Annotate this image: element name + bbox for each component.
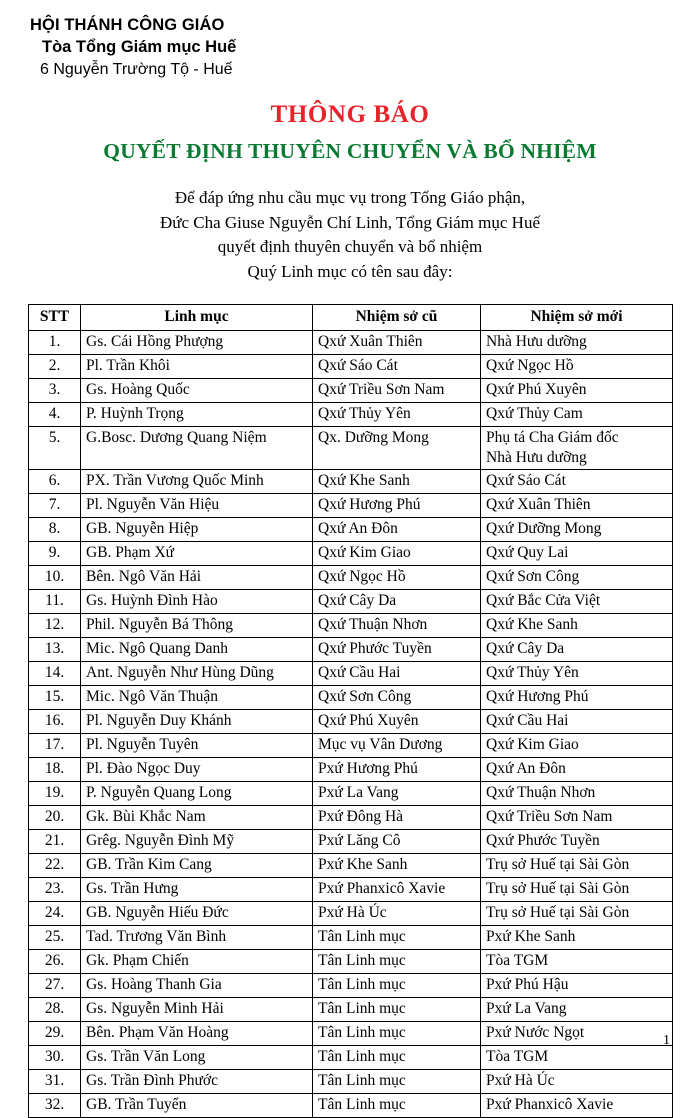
intro-line-1: Để đáp ứng nhu cầu mục vụ trong Tổng Giáo phận, xyxy=(174,187,526,207)
cell-priest: Pl. Nguyễn Duy Khánh xyxy=(81,710,313,734)
cell-priest: Pl. Đào Ngọc Duy xyxy=(81,758,313,782)
table-row xyxy=(29,331,673,355)
assignments-table-body xyxy=(29,331,673,1118)
cell-priest: Mic. Ngô Văn Thuận xyxy=(81,686,313,710)
column-header-priest: Linh mục xyxy=(81,305,313,331)
table-row xyxy=(29,427,673,470)
table-row xyxy=(29,686,673,710)
cell-new-post: Qxứ Kim Giao xyxy=(481,734,673,758)
cell-new-post: Qxứ Ngọc Hồ xyxy=(481,355,673,379)
cell-stt: 6. xyxy=(29,470,81,494)
table-row xyxy=(29,758,673,782)
cell-stt: 16. xyxy=(29,710,81,734)
table-row xyxy=(29,1022,673,1046)
table-row xyxy=(29,974,673,998)
table-row xyxy=(29,590,673,614)
table-row xyxy=(29,355,673,379)
cell-old-post: Pxứ Khe Sanh xyxy=(313,854,481,878)
cell-old-post: Qxứ Triều Sơn Nam xyxy=(313,379,481,403)
assignments-table xyxy=(28,304,673,1118)
cell-new-post: Qxứ Bắc Cửa Việt xyxy=(481,590,673,614)
cell-new-post: Trụ sở Huế tại Sài Gòn xyxy=(481,902,673,926)
cell-stt: 3. xyxy=(29,379,81,403)
table-row xyxy=(29,542,673,566)
cell-stt: 30. xyxy=(29,1046,81,1070)
cell-old-post: Pxứ La Vang xyxy=(313,782,481,806)
table-row xyxy=(29,998,673,1022)
cell-old-post: Qxứ Phú Xuyên xyxy=(313,710,481,734)
table-row xyxy=(29,403,673,427)
cell-priest: Bên. Ngô Văn Hải xyxy=(81,566,313,590)
cell-new-post: Qxứ Phước Tuyền xyxy=(481,830,673,854)
cell-priest: Pl. Nguyễn Tuyên xyxy=(81,734,313,758)
cell-old-post: Qxứ Khe Sanh xyxy=(313,470,481,494)
cell-priest: GB. Phạm Xứ xyxy=(81,542,313,566)
cell-new-post: Nhà Hưu dưỡng xyxy=(481,331,673,355)
cell-new-post: Qxứ Xuân Thiên xyxy=(481,494,673,518)
cell-new-post: Qxứ Thủy Cam xyxy=(481,403,673,427)
cell-new-post: Phụ tá Cha Giám đốc Nhà Hưu dưỡng xyxy=(481,427,673,470)
cell-priest: Bên. Phạm Văn Hoàng xyxy=(81,1022,313,1046)
document-title: THÔNG BÁO xyxy=(270,100,430,128)
cell-new-post: Trụ sở Huế tại Sài Gòn xyxy=(481,854,673,878)
cell-new-post: Pxứ Hà Úc xyxy=(481,1070,673,1094)
cell-priest: Tad. Trương Văn Bình xyxy=(81,926,313,950)
cell-priest: GB. Trần Tuyển xyxy=(81,1094,313,1118)
letterhead-office: Tòa Tổng Giám mục Huế xyxy=(42,38,237,57)
column-header-new-post: Nhiệm sở mới xyxy=(481,305,673,331)
cell-new-post: Qxứ Quy Lai xyxy=(481,542,673,566)
cell-priest: Gs. Trần Văn Long xyxy=(81,1046,313,1070)
cell-old-post: Qxứ Thuận Nhơn xyxy=(313,614,481,638)
page-number: 1 xyxy=(663,1033,670,1048)
table-row xyxy=(29,638,673,662)
cell-new-post: Qxứ Dưỡng Mong xyxy=(481,518,673,542)
cell-old-post: Qxứ Sơn Công xyxy=(313,686,481,710)
cell-old-post: Qxứ Sáo Cát xyxy=(313,355,481,379)
cell-new-post: Pxứ Phanxicô Xavie xyxy=(481,1094,673,1118)
cell-priest: Mic. Ngô Quang Danh xyxy=(81,638,313,662)
intro-line-4: Quý Linh mục có tên sau đây: xyxy=(247,261,453,281)
table-row xyxy=(29,734,673,758)
cell-priest: Grêg. Nguyễn Đình Mỹ xyxy=(81,830,313,854)
cell-old-post: Qx. Dưỡng Mong xyxy=(313,427,481,470)
cell-priest: Ant. Nguyễn Như Hùng Dũng xyxy=(81,662,313,686)
document-subtitle: QUYẾT ĐỊNH THUYÊN CHUYỂN VÀ BỔ NHIỆM xyxy=(103,138,597,163)
letterhead-organization: HỘI THÁNH CÔNG GIÁO xyxy=(30,16,225,34)
cell-old-post: Qxứ Phước Tuyền xyxy=(313,638,481,662)
cell-stt: 2. xyxy=(29,355,81,379)
cell-priest: Pl. Nguyễn Văn Hiệu xyxy=(81,494,313,518)
table-row xyxy=(29,806,673,830)
table-row xyxy=(29,518,673,542)
cell-old-post: Pxứ Lăng Cô xyxy=(313,830,481,854)
cell-priest: Gs. Trần Đình Phước xyxy=(81,1070,313,1094)
cell-stt: 31. xyxy=(29,1070,81,1094)
cell-old-post: Tân Linh mục xyxy=(313,926,481,950)
cell-old-post: Pxứ Hà Úc xyxy=(313,902,481,926)
cell-stt: 1. xyxy=(29,331,81,355)
cell-priest: Gk. Phạm Chiến xyxy=(81,950,313,974)
table-row xyxy=(29,926,673,950)
table-row xyxy=(29,494,673,518)
cell-stt: 7. xyxy=(29,494,81,518)
table-row xyxy=(29,878,673,902)
cell-stt: 28. xyxy=(29,998,81,1022)
table-row xyxy=(29,470,673,494)
letterhead xyxy=(30,14,672,81)
cell-stt: 5. xyxy=(29,427,81,470)
cell-stt: 4. xyxy=(29,403,81,427)
cell-stt: 24. xyxy=(29,902,81,926)
cell-new-post: Qxứ Phú Xuyên xyxy=(481,379,673,403)
cell-old-post: Qxứ Thủy Yên xyxy=(313,403,481,427)
cell-priest: GB. Nguyễn Hiệp xyxy=(81,518,313,542)
cell-stt: 10. xyxy=(29,566,81,590)
cell-old-post: Mục vụ Vân Dương xyxy=(313,734,481,758)
intro-line-3: quyết định thuyên chuyển và bổ nhiệm xyxy=(217,237,483,257)
cell-priest: Gs. Nguyễn Minh Hải xyxy=(81,998,313,1022)
cell-priest: Gs. Huỳnh Đình Hào xyxy=(81,590,313,614)
cell-new-post: Qxứ Cây Da xyxy=(481,638,673,662)
cell-new-post: Qxứ Triều Sơn Nam xyxy=(481,806,673,830)
cell-old-post: Qxứ Hương Phú xyxy=(313,494,481,518)
cell-priest: Gs. Cái Hồng Phượng xyxy=(81,331,313,355)
cell-stt: 19. xyxy=(29,782,81,806)
cell-old-post: Qxứ Kim Giao xyxy=(313,542,481,566)
cell-old-post: Tân Linh mục xyxy=(313,950,481,974)
table-row xyxy=(29,1070,673,1094)
table-row xyxy=(29,830,673,854)
cell-old-post: Qxứ Ngọc Hồ xyxy=(313,566,481,590)
cell-new-post: Pxứ Phú Hậu xyxy=(481,974,673,998)
table-row xyxy=(29,710,673,734)
cell-stt: 12. xyxy=(29,614,81,638)
cell-priest: GB. Trần Kim Cang xyxy=(81,854,313,878)
cell-stt: 23. xyxy=(29,878,81,902)
cell-old-post: Qxứ An Đôn xyxy=(313,518,481,542)
cell-new-post: Qxứ Thuận Nhơn xyxy=(481,782,673,806)
intro-paragraph xyxy=(28,186,672,285)
cell-old-post: Pxứ Phanxicô Xavie xyxy=(313,878,481,902)
cell-old-post: Qxứ Cây Da xyxy=(313,590,481,614)
table-row xyxy=(29,854,673,878)
cell-stt: 11. xyxy=(29,590,81,614)
cell-new-post: Qxứ Hương Phú xyxy=(481,686,673,710)
cell-old-post: Qxứ Cầu Hai xyxy=(313,662,481,686)
table-row xyxy=(29,1046,673,1070)
cell-new-post: Pxứ Nước Ngọt xyxy=(481,1022,673,1046)
table-row xyxy=(29,379,673,403)
cell-stt: 26. xyxy=(29,950,81,974)
cell-stt: 18. xyxy=(29,758,81,782)
column-header-stt: STT xyxy=(29,305,81,331)
table-row xyxy=(29,566,673,590)
cell-stt: 20. xyxy=(29,806,81,830)
cell-new-post: Qxứ Sáo Cát xyxy=(481,470,673,494)
cell-priest: Pl. Trần Khôi xyxy=(81,355,313,379)
cell-old-post: Qxứ Xuân Thiên xyxy=(313,331,481,355)
cell-new-post: Qxứ An Đôn xyxy=(481,758,673,782)
cell-priest: P. Nguyễn Quang Long xyxy=(81,782,313,806)
cell-stt: 22. xyxy=(29,854,81,878)
cell-stt: 8. xyxy=(29,518,81,542)
table-row xyxy=(29,614,673,638)
cell-stt: 21. xyxy=(29,830,81,854)
cell-old-post: Pxứ Đông Hà xyxy=(313,806,481,830)
cell-priest: Phil. Nguyễn Bá Thông xyxy=(81,614,313,638)
cell-priest: Gs. Hoàng Quốc xyxy=(81,379,313,403)
cell-stt: 29. xyxy=(29,1022,81,1046)
cell-old-post: Tân Linh mục xyxy=(313,974,481,998)
table-row xyxy=(29,782,673,806)
cell-stt: 15. xyxy=(29,686,81,710)
cell-stt: 9. xyxy=(29,542,81,566)
cell-stt: 25. xyxy=(29,926,81,950)
cell-new-post: Tòa TGM xyxy=(481,1046,673,1070)
cell-new-post: Pxứ La Vang xyxy=(481,998,673,1022)
table-row xyxy=(29,950,673,974)
intro-line-2: Đức Cha Giuse Nguyễn Chí Linh, Tổng Giám mục Huế xyxy=(159,212,540,232)
table-row xyxy=(29,902,673,926)
cell-old-post: Tân Linh mục xyxy=(313,1070,481,1094)
title-block xyxy=(28,101,672,164)
cell-priest: Gs. Hoàng Thanh Gia xyxy=(81,974,313,998)
letterhead-address: 6 Nguyễn Trường Tộ - Huế xyxy=(40,60,233,78)
column-header-old-post: Nhiệm sở cũ xyxy=(313,305,481,331)
cell-old-post: Tân Linh mục xyxy=(313,1094,481,1118)
cell-stt: 32. xyxy=(29,1094,81,1118)
cell-new-post: Qxứ Khe Sanh xyxy=(481,614,673,638)
cell-stt: 17. xyxy=(29,734,81,758)
cell-priest: P. Huỳnh Trọng xyxy=(81,403,313,427)
table-header-row xyxy=(29,305,673,331)
cell-new-post: Qxứ Thủy Yên xyxy=(481,662,673,686)
cell-stt: 27. xyxy=(29,974,81,998)
cell-priest: G.Bosc. Dương Quang Niệm xyxy=(81,427,313,470)
cell-stt: 13. xyxy=(29,638,81,662)
cell-priest: PX. Trần Vương Quốc Minh xyxy=(81,470,313,494)
cell-new-post: Pxứ Khe Sanh xyxy=(481,926,673,950)
cell-priest: Gk. Bùi Khắc Nam xyxy=(81,806,313,830)
cell-new-post: Tòa TGM xyxy=(481,950,673,974)
table-row xyxy=(29,1094,673,1118)
cell-new-post: Qxứ Sơn Công xyxy=(481,566,673,590)
cell-new-post: Qxứ Cầu Hai xyxy=(481,710,673,734)
cell-old-post: Tân Linh mục xyxy=(313,1022,481,1046)
cell-old-post: Tân Linh mục xyxy=(313,998,481,1022)
cell-stt: 14. xyxy=(29,662,81,686)
cell-new-post: Trụ sở Huế tại Sài Gòn xyxy=(481,878,673,902)
cell-priest: GB. Nguyễn Hiếu Đức xyxy=(81,902,313,926)
cell-old-post: Pxứ Hương Phú xyxy=(313,758,481,782)
cell-priest: Gs. Trần Hưng xyxy=(81,878,313,902)
cell-old-post: Tân Linh mục xyxy=(313,1046,481,1070)
table-row xyxy=(29,662,673,686)
